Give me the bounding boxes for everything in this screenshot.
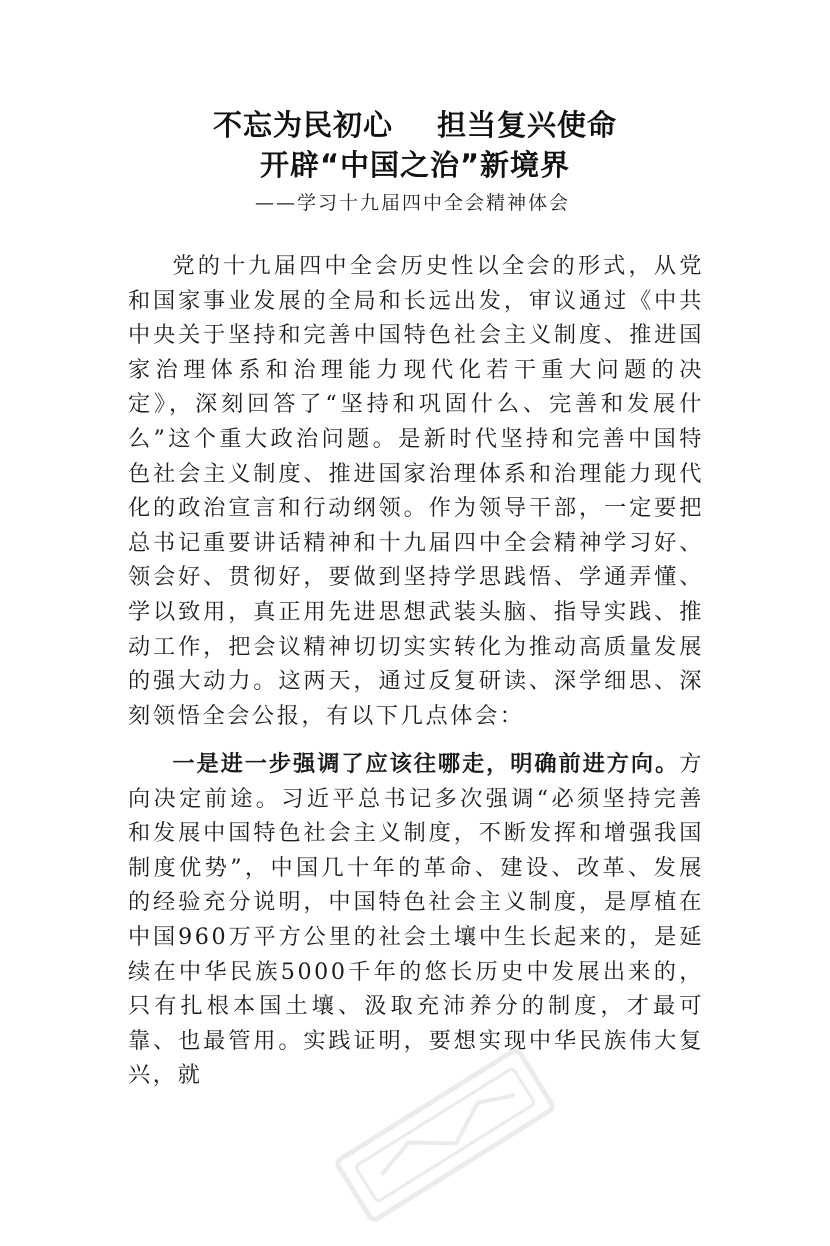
paragraph-2-body: 方向决定前途。习近平总书记多次强调“必须坚持完善和发展中国特色社会主义制度，不断发挥和增强我国制度优势”，中国几十年的革命、建设、改革、发展的经验充分说明，中国特色社会主义制度，是厚植在中国960万平方公里的社会土壤中生长起来的，是延续在中华民族5000千年的悠长历史中发展出来的，只有扎根本国土壤、汲取充沛养分的制度，才最可靠、也最管用。实践证明，要想实现中华民族伟大复兴，就 [128,751,704,1089]
title-part-2: 担当复兴使命 [437,108,618,142]
title-line-1 [0,103,830,144]
subtitle: ——学习十九届四中全会精神体会 [255,192,571,214]
paragraph-2-lead: 一是进一步强调了应该往哪走，明确前进方向。 [172,751,680,777]
paragraph-1: 党的十九届四中全会历史性以全会的形式，从党和国家事业发展的全局和长远出发，审议通过《中共中央关于坚持和完善中国特色社会主义制度、推进国家治理体系和治理能力现代化若干重大问题的决定》，深刻回答了“坚持和巩固什么、完善和发展什么”这个重大政治问题。是新时代坚持和完善中国特色社会主义制度、推进国家治理体系和治理能力现代化的政治宣言和行动纲领。作为领导干部，一定要把总书记重要讲话精神和十九届四中全会精神学习好、领会好、贯彻好，要做到坚持学思践悟、学通弄懂、学以致用，真正用先进思想武装头脑、指导实践、推动工作，把会议精神切切实实转化为推动高质量发展的强大动力。这两天，通过反复研读、深学细思、深刻领悟全会公报，有以下几点体会： [128,253,704,729]
paragraph-2 [128,747,704,1093]
title-line-2: 开辟“中国之治”新境界 [259,148,571,182]
title-part-1: 不忘为民初心 [212,108,393,142]
